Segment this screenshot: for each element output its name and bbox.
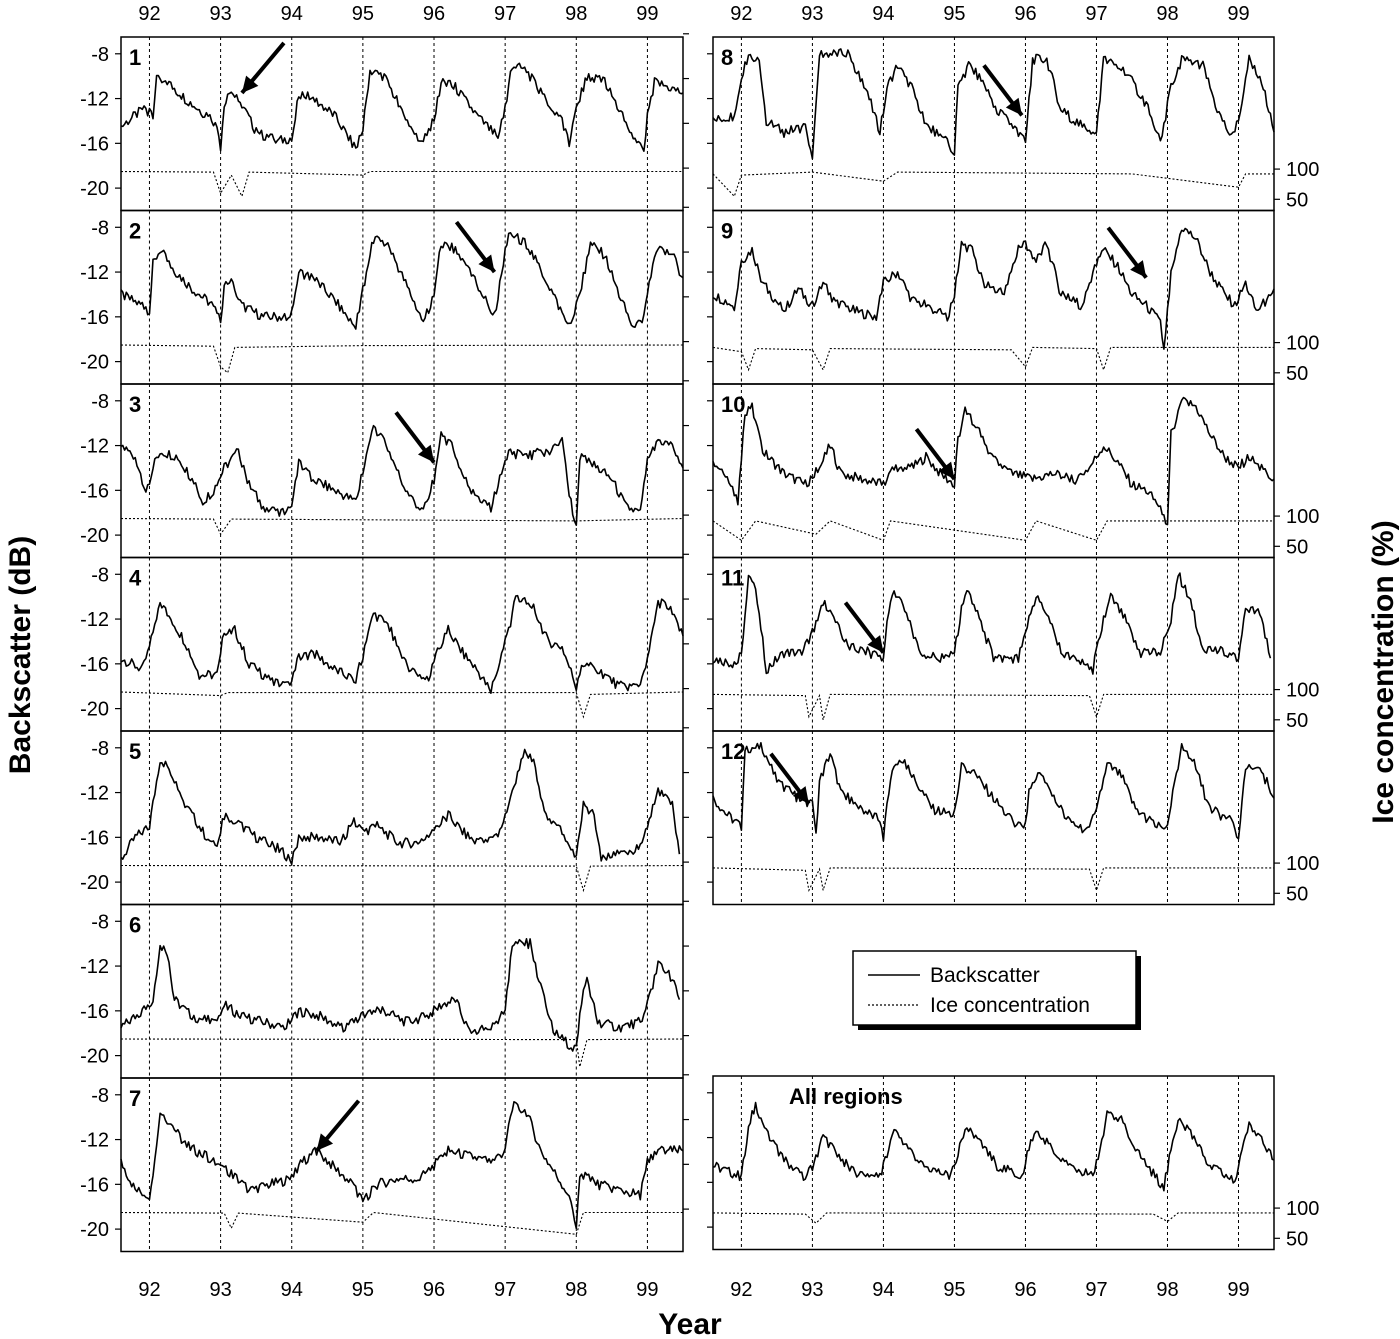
ice-concentration-line xyxy=(121,345,683,373)
y-tick-label: -20 xyxy=(80,698,109,721)
backscatter-line xyxy=(121,63,683,151)
year-tick-label: 96 xyxy=(422,1279,446,1301)
backscatter-line xyxy=(713,49,1274,159)
ice-tick-label: 100 xyxy=(1286,679,1320,702)
y-tick-label: -20 xyxy=(80,1219,109,1242)
backscatter-line xyxy=(713,398,1274,525)
year-tick-label: 96 xyxy=(422,3,446,25)
panel-label: 12 xyxy=(721,739,746,764)
panels-layer xyxy=(80,3,1319,1301)
panel-frame xyxy=(713,558,1274,732)
y-tick-label: -16 xyxy=(80,306,109,329)
panel-frame xyxy=(121,37,683,211)
ice-concentration-line xyxy=(121,519,683,535)
y-tick-label: -16 xyxy=(80,133,109,156)
panel-label: 11 xyxy=(721,565,745,591)
ice-concentration-line xyxy=(121,1213,683,1235)
panel-frame xyxy=(121,211,683,385)
year-tick-label: 92 xyxy=(730,3,753,25)
panel-label: 2 xyxy=(129,218,142,244)
year-tick-label: 97 xyxy=(1085,3,1108,25)
ice-concentration-line xyxy=(713,172,1274,196)
year-tick-label: 93 xyxy=(801,1279,824,1301)
backscatter-line xyxy=(121,1102,683,1229)
panel-frame xyxy=(121,731,683,905)
year-tick-label: 97 xyxy=(1085,1279,1108,1301)
ice-tick-label: 50 xyxy=(1286,709,1309,732)
y-tick-label: -12 xyxy=(80,609,109,632)
ice-tick-label: 100 xyxy=(1286,159,1320,182)
year-tick-label: 99 xyxy=(1227,1279,1250,1301)
panel-3 xyxy=(80,381,689,558)
right-axis-title: Ice concentration (%) xyxy=(1367,520,1400,824)
year-tick-label: 98 xyxy=(565,3,588,25)
y-tick-label: -12 xyxy=(80,1129,109,1152)
ice-tick-label: 50 xyxy=(1286,1228,1309,1251)
backscatter-line xyxy=(121,750,679,865)
y-tick-label: -8 xyxy=(91,737,109,760)
panel-label: 5 xyxy=(129,739,142,764)
panel-frame xyxy=(713,384,1274,558)
year-tick-label: 97 xyxy=(494,1279,517,1301)
panel-label: 3 xyxy=(129,392,142,417)
y-tick-label: -8 xyxy=(91,43,109,66)
panel-frame xyxy=(713,211,1274,385)
ice-concentration-line xyxy=(713,868,1274,890)
legend-label-backscatter: Backscatter xyxy=(930,964,1040,987)
y-tick-label: -20 xyxy=(80,1045,109,1068)
backscatter-line xyxy=(713,229,1274,350)
year-tick-label: 99 xyxy=(1227,3,1250,25)
panel-frame xyxy=(713,37,1274,211)
year-tick-label: 93 xyxy=(801,3,824,25)
backscatter-line xyxy=(121,939,679,1051)
backscatter-line xyxy=(121,426,683,526)
year-tick-label: 95 xyxy=(351,3,374,25)
panel-8 xyxy=(707,37,1319,211)
year-tick-label: 99 xyxy=(636,1279,659,1301)
panel-label: 6 xyxy=(129,912,142,938)
y-tick-label: -12 xyxy=(80,435,109,458)
year-tick-label: 92 xyxy=(730,1279,753,1301)
backscatter-line xyxy=(121,233,683,329)
panel-label: 1 xyxy=(129,45,142,70)
panel-7 xyxy=(80,1075,689,1252)
year-tick-label: 92 xyxy=(138,1279,161,1301)
y-tick-label: -8 xyxy=(91,217,109,240)
ice-concentration-line xyxy=(121,1039,683,1067)
y-tick-label: -16 xyxy=(80,480,109,503)
y-tick-label: -16 xyxy=(80,653,109,676)
panel-9 xyxy=(707,211,1319,385)
ice-concentration-line xyxy=(713,694,1274,719)
year-tick-label: 92 xyxy=(138,3,161,25)
y-tick-label: -20 xyxy=(80,351,109,374)
panel-11 xyxy=(707,558,1319,732)
panel-4 xyxy=(80,554,689,731)
legend xyxy=(853,951,1141,1030)
panel-label: 10 xyxy=(721,392,746,417)
year-tick-label: 95 xyxy=(943,1279,966,1301)
panel-5 xyxy=(80,728,689,905)
y-tick-label: -16 xyxy=(80,1174,109,1197)
ice-concentration-line xyxy=(713,521,1274,540)
backscatter-line xyxy=(713,743,1274,841)
y-tick-label: -12 xyxy=(80,956,109,979)
year-tick-label: 96 xyxy=(1014,1279,1037,1301)
ice-concentration-line xyxy=(713,347,1274,369)
panel-12 xyxy=(707,731,1319,905)
panel-label: All regions xyxy=(789,1084,903,1109)
panel-all-regions xyxy=(707,1076,1319,1250)
x-axis-title: Year xyxy=(658,1308,722,1339)
y-tick-label: -12 xyxy=(80,782,109,805)
backscatter-line xyxy=(121,596,683,694)
year-tick-label: 93 xyxy=(209,3,232,25)
y-tick-label: -20 xyxy=(80,178,109,201)
panel-10 xyxy=(707,384,1319,558)
ice-concentration-line xyxy=(713,1213,1274,1223)
panel-frame xyxy=(121,905,683,1079)
year-tick-label: 94 xyxy=(280,3,303,25)
year-tick-label: 95 xyxy=(943,3,966,25)
year-tick-label: 96 xyxy=(1014,3,1037,25)
year-tick-label: 95 xyxy=(351,1279,374,1301)
left-axis-title: Backscatter (dB) xyxy=(4,535,37,775)
backscatter-line xyxy=(713,573,1270,674)
y-tick-label: -16 xyxy=(80,1000,109,1023)
y-tick-label: -12 xyxy=(80,88,109,111)
ice-tick-label: 100 xyxy=(1286,506,1320,529)
panel-frame xyxy=(121,1078,683,1252)
year-tick-label: 93 xyxy=(209,1279,232,1301)
panel-label: 7 xyxy=(129,1086,142,1111)
panel-frame xyxy=(121,558,683,732)
year-tick-label: 94 xyxy=(872,3,895,25)
ice-concentration-line xyxy=(121,866,683,891)
panel-label: 8 xyxy=(721,45,734,70)
year-tick-label: 98 xyxy=(1156,1279,1179,1301)
ice-tick-label: 100 xyxy=(1286,853,1320,876)
year-tick-label: 98 xyxy=(1156,3,1179,25)
panel-2 xyxy=(80,207,689,384)
ice-tick-label: 50 xyxy=(1286,362,1309,385)
y-tick-label: -12 xyxy=(80,262,109,285)
panel-label: 9 xyxy=(721,218,734,244)
panel-label: 4 xyxy=(129,565,142,591)
legend-label-ice: Ice concentration xyxy=(930,994,1090,1017)
year-tick-label: 98 xyxy=(565,1279,588,1301)
panel-1 xyxy=(80,34,689,211)
y-tick-label: -16 xyxy=(80,827,109,850)
ice-tick-label: 50 xyxy=(1286,189,1309,212)
panel-6 xyxy=(80,901,689,1078)
ice-tick-label: 100 xyxy=(1286,1198,1320,1221)
y-tick-label: -8 xyxy=(91,564,109,587)
y-tick-label: -8 xyxy=(91,390,109,413)
y-tick-label: -8 xyxy=(91,911,109,934)
y-tick-label: -20 xyxy=(80,525,109,548)
ice-tick-label: 100 xyxy=(1286,332,1320,355)
panel-frame xyxy=(713,731,1274,905)
backscatter-line xyxy=(713,1103,1274,1191)
year-tick-label: 94 xyxy=(872,1279,895,1301)
y-tick-label: -20 xyxy=(80,872,109,895)
ice-concentration-line xyxy=(121,172,683,197)
ice-concentration-line xyxy=(121,692,683,717)
ice-tick-label: 50 xyxy=(1286,883,1309,906)
year-tick-label: 97 xyxy=(494,3,517,25)
ice-tick-label: 50 xyxy=(1286,536,1309,559)
y-tick-label: -8 xyxy=(91,1084,109,1107)
year-tick-label: 99 xyxy=(636,3,659,25)
year-tick-label: 94 xyxy=(280,1279,303,1301)
